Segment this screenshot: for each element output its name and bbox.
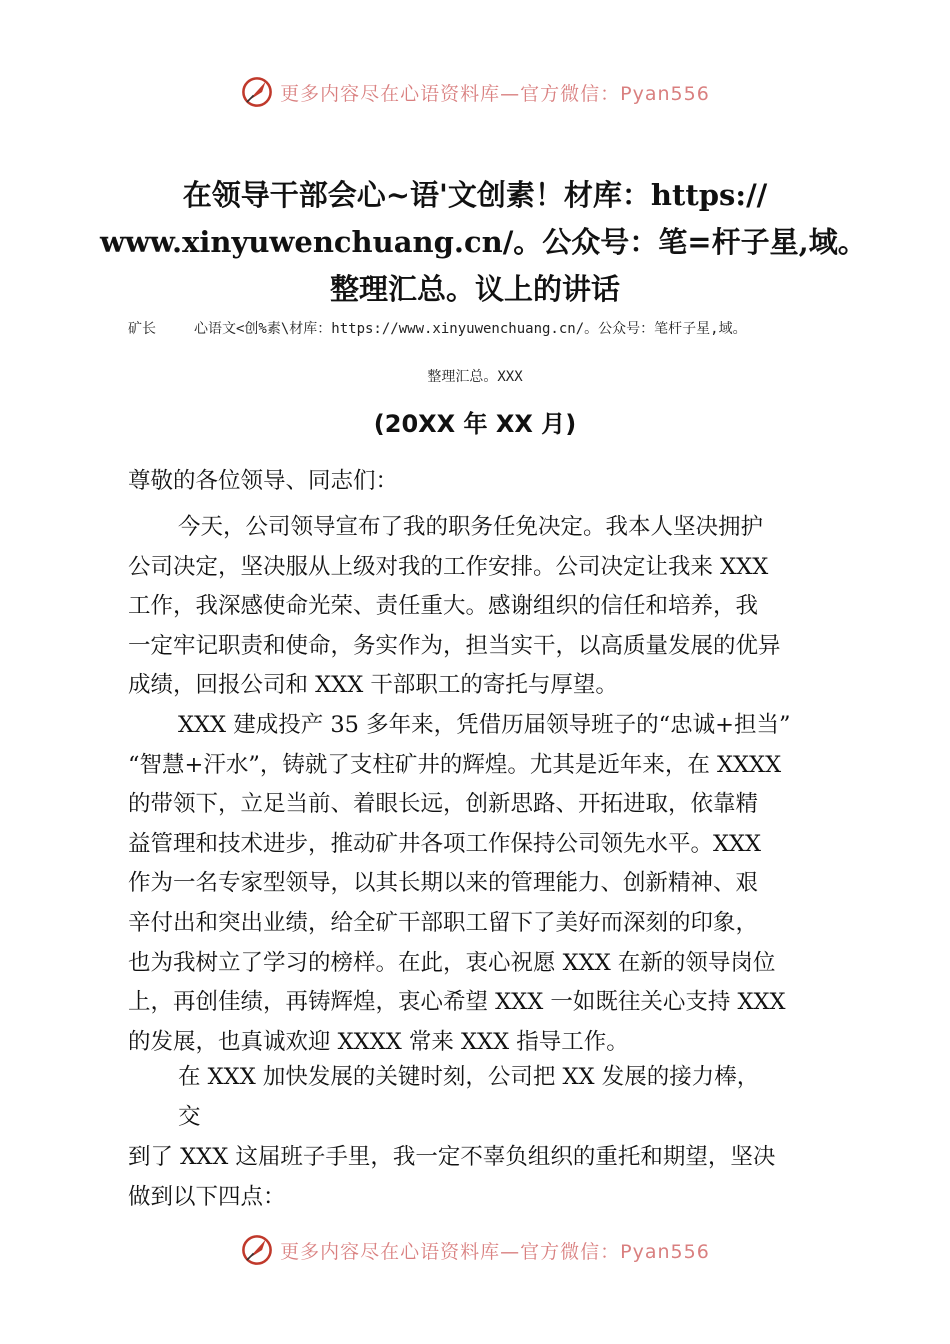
paragraph-line: 的带领下，立足当前、着眼长远，创新思路、开拓进取，依靠精 [128, 791, 759, 818]
meta-line-2: 整理汇总。XXX [427, 369, 523, 385]
paragraph-line: 的发展，也真诚欢迎 XXXX 常来 XXX 指导工作。 [128, 1028, 629, 1055]
banner-text: 更多内容尽在心语资料库—官方微信：Pyan556 [280, 1240, 710, 1263]
paragraph-line: 到了 XXX 这届班子手里，我一定不辜负组织的重托和期望，坚决 [128, 1144, 776, 1170]
paragraph-line: XXX 建成投产 35 多年来，凭借历届领导班子的“忠诚+担当” [178, 712, 791, 738]
header-banner [0, 72, 950, 112]
paragraph-line: 辛付出和突出业绩，给全矿干部职工留下了美好而深刻的印象， [128, 909, 759, 936]
paragraph-line: 上，再创佳绩，再铸辉煌，衷心希望 XXX 一如既往关心支持 XXX [128, 989, 786, 1016]
paragraph-line: 交 [178, 1103, 201, 1130]
greeting [128, 462, 833, 502]
paragraph-line: 一定牢记职责和使命，务实作为，担当实干，以高质量发展的优异 [128, 632, 781, 659]
footer-banner [0, 1230, 950, 1270]
banner-text: 更多内容尽在心语资料库—官方微信：Pyan556 [280, 82, 710, 105]
paragraph-line: 益管理和技术进步，推动矿井各项工作保持公司领先水平。XXX [128, 830, 762, 857]
paragraph-line: 公司决定，坚决服从上级对我的工作安排。公司决定让我来 XXX [128, 553, 769, 580]
paragraph-2 [128, 706, 833, 1062]
greeting-text: 尊敬的各位领导、同志们： [128, 468, 399, 494]
paragraph-line: 今天，公司领导宣布了我的职务任免决定。我本人坚决拥护 [178, 514, 764, 540]
quill-logo-icon [240, 75, 274, 109]
quill-logo-icon [240, 1233, 274, 1267]
paragraph-1 [128, 508, 833, 706]
paragraph-4 [128, 1138, 833, 1217]
speech-date: (20XX 年 XX 月) [373, 410, 577, 438]
title-line: www.xinyuwenchuang.cn/。公众号：笔=杆子星,域。 [100, 225, 867, 259]
meta-text: 心语文<创%素\材库：https://www.xinyuwenchuang.cn/。公众号：笔杆子星,域。 [194, 321, 747, 337]
author-role: 矿长 [128, 321, 156, 337]
document-title [100, 172, 867, 313]
paragraph-line: 在 XXX 加快发展的关键时刻，公司把 XX 发展的接力棒， [178, 1064, 760, 1090]
paragraph-line: 作为一名专家型领导，以其长期以来的管理能力、创新精神、艰 [128, 870, 759, 897]
title-line: 在领导干部会心~语'文创素！材库：https:// [182, 178, 768, 212]
paragraph-line: “智慧+汗水”，铸就了支柱矿井的辉煌。尤其是近年来，在 XXXX [128, 751, 782, 778]
paragraph-line: 工作，我深感使命光荣、责任重大。感谢组织的信任和培养，我 [128, 593, 759, 620]
paragraph-3 [128, 1058, 833, 1137]
title-line: 整理汇总。议上的讲话 [329, 272, 620, 306]
paragraph-line: 成绩，回报公司和 XXX 干部职工的寄托与厚望。 [128, 672, 618, 699]
paragraph-line: 也为我树立了学习的榜样。在此，衷心祝愿 XXX 在新的领导岗位 [128, 949, 776, 976]
paragraph-line: 做到以下四点： [128, 1183, 286, 1210]
author-line [128, 318, 848, 338]
